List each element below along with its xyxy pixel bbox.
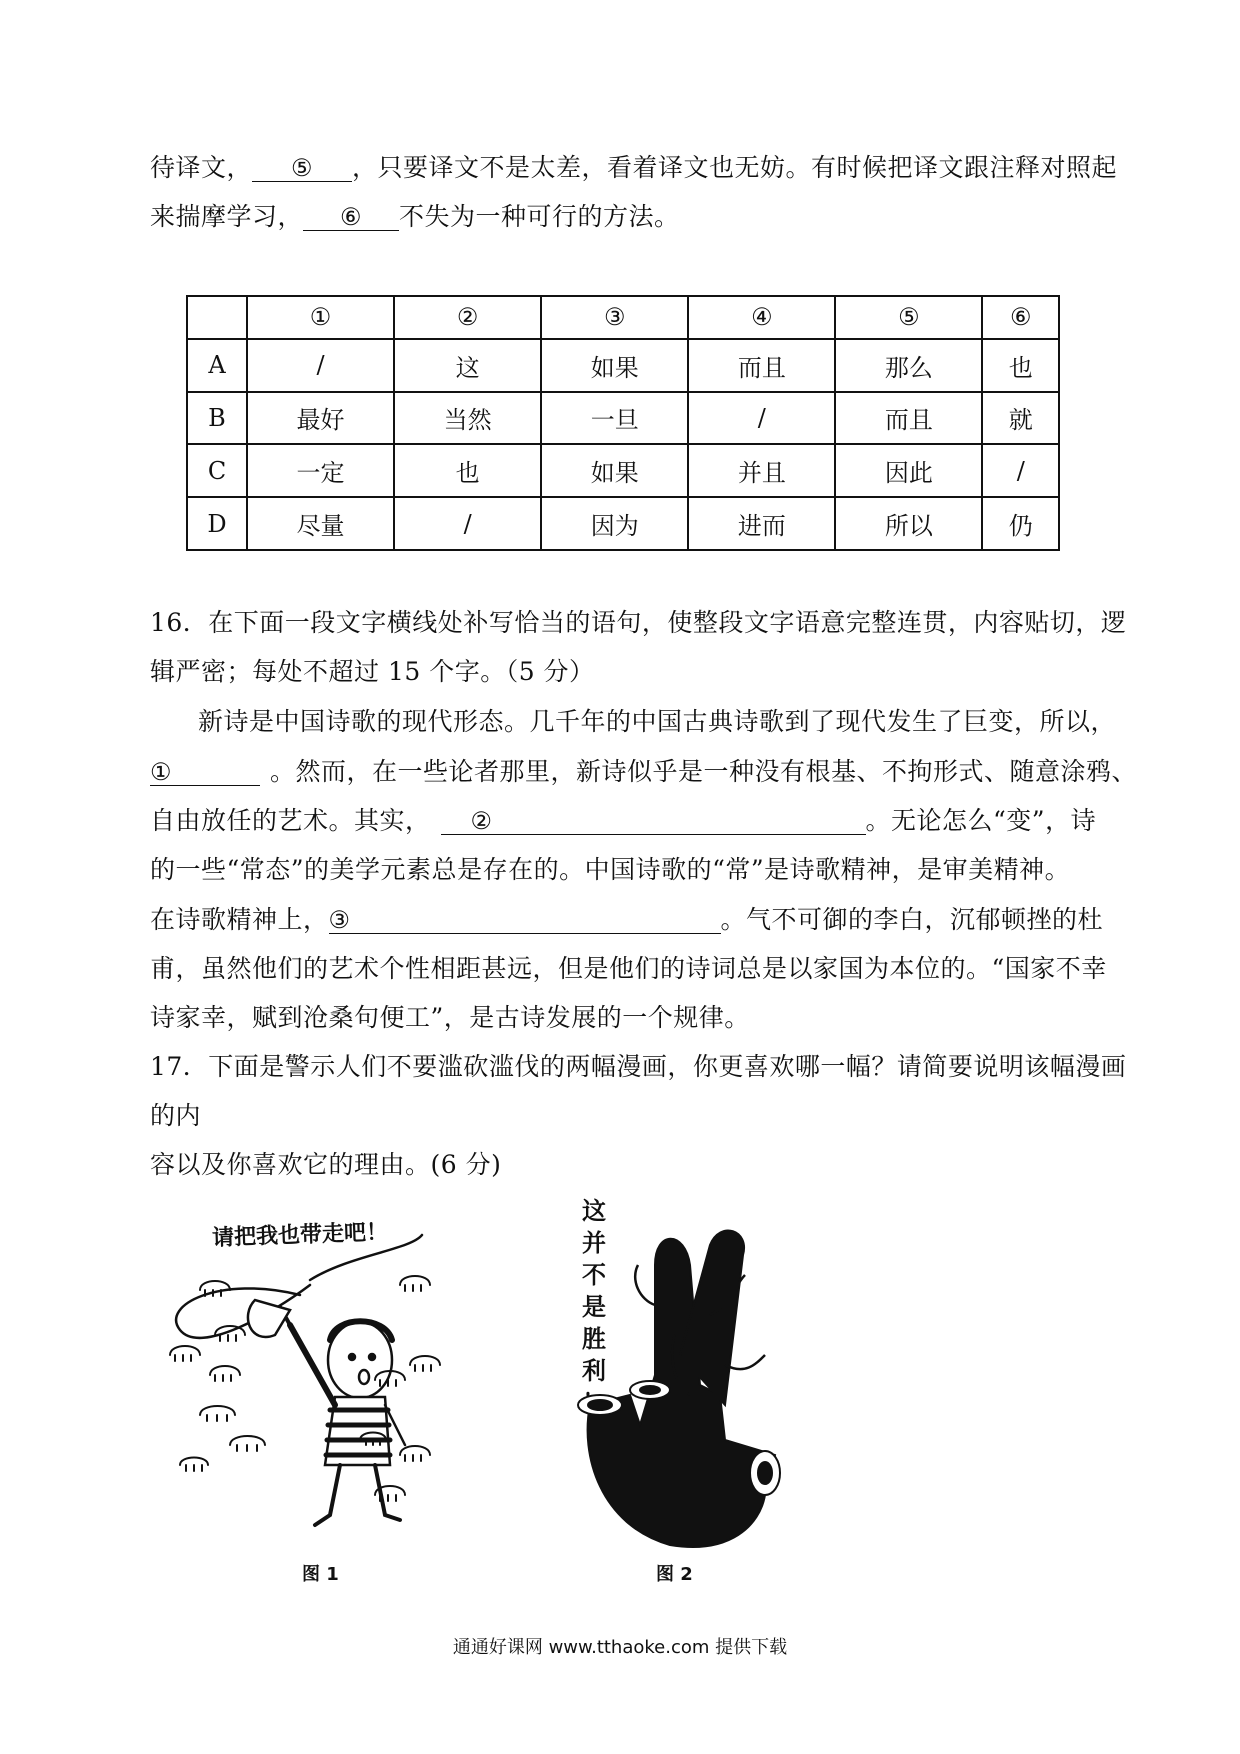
table-cell: 所以 — [835, 497, 982, 550]
blank-2: ② — [441, 809, 866, 835]
table-cell: 如果 — [541, 444, 688, 497]
table-row — [187, 339, 1059, 392]
table-row — [187, 497, 1059, 550]
cartoon-2-caption: 这 并 不 是 胜 利 — [582, 1197, 606, 1385]
table-cell: 就 — [982, 392, 1059, 445]
table-cell: 如果 — [541, 339, 688, 392]
table-cell: ② — [394, 296, 541, 339]
q17-prompt-line-2: 的内 — [150, 1101, 202, 1130]
table-cell: D — [187, 497, 247, 550]
table-cell: 那么 — [835, 339, 982, 392]
q16-prompt-line-2: 辑严密；每处不超过 15 个字。（5 分） — [150, 657, 595, 686]
table-cell: / — [688, 392, 835, 445]
blank-5: ⑤ — [252, 156, 352, 182]
q16-passage-line-4: 的一些“常态”的美学元素总是存在的。中国诗歌的“常”是诗歌精神，是审美精神。 — [150, 855, 1071, 884]
table-cell: C — [187, 444, 247, 497]
table-cell: 而且 — [835, 392, 982, 445]
table-cell: A — [187, 339, 247, 392]
options-table — [186, 295, 1060, 551]
table-row — [187, 444, 1059, 497]
q17-prompt-line-1: 17．下面是警示人们不要滥砍滥伐的两幅漫画，你更喜欢哪一幅？请简要说明该幅漫画 — [150, 1052, 1127, 1081]
table-cell: 进而 — [688, 497, 835, 550]
table-cell: 一定 — [247, 444, 394, 497]
q16-passage-line-1: 新诗是中国诗歌的现代形态。几千年的中国古典诗歌到了现代发生了巨变，所以， — [198, 707, 1117, 736]
cartoon-1-caption: 请把我也带走吧！ — [211, 1219, 389, 1252]
q16-passage-line-3: 自由放任的艺术。其实， ② 。无论怎么“变”，诗 — [150, 806, 1097, 835]
table-cell: ④ — [688, 296, 835, 339]
cartoon-2-illustration — [560, 1225, 810, 1555]
table-cell: ③ — [541, 296, 688, 339]
table-cell: ⑥ — [982, 296, 1059, 339]
table-cell: 这 — [394, 339, 541, 392]
page-footer: 通通好课网 www.tthaoke.com 提供下载 — [452, 1637, 788, 1658]
table-cell: 也 — [982, 339, 1059, 392]
q17-prompt-line-3: 容以及你喜欢它的理由。(6 分) — [150, 1150, 502, 1179]
table-header-row — [187, 296, 1059, 339]
passage-line-1: 待译文， ⑤ ，只要译文不是太差，看着译文也无妨。有时候把译文跟注释对照起 — [150, 153, 1118, 182]
blank-3: ③ — [329, 908, 721, 934]
table-cell: 因为 — [541, 497, 688, 550]
table-cell: 最好 — [247, 392, 394, 445]
q16-passage-line-6: 甫，虽然他们的艺术个性相距甚远，但是他们的诗词总是以家国为本位的。“国家不幸 — [150, 954, 1107, 983]
table-cell — [187, 296, 247, 339]
cartoon-2-label: 图 2 — [656, 1564, 693, 1585]
table-cell: / — [394, 497, 541, 550]
blank-1: ① — [150, 760, 260, 786]
q16-passage-line-7: 诗家幸，赋到沧桑句便工”，是古诗发展的一个规律。 — [150, 1003, 750, 1032]
blank-6: ⑥ — [303, 205, 399, 231]
q16-passage-line-5: 在诗歌精神上，③ 。气不可御的李白，沉郁顿挫的杜 — [150, 905, 1104, 934]
table-cell: / — [247, 339, 394, 392]
q16-passage-line-2: ① 。然而，在一些论者那里，新诗似乎是一种没有根基、不拘形式、随意涂鸦、 — [150, 757, 1138, 786]
table-cell: / — [982, 444, 1059, 497]
table-cell: 也 — [394, 444, 541, 497]
passage-line-2: 来揣摩学习， ⑥ 不失为一种可行的方法。 — [150, 202, 680, 231]
table-cell: B — [187, 392, 247, 445]
cartoon-1-illustration — [160, 1215, 480, 1545]
table-cell: ⑤ — [835, 296, 982, 339]
table-cell: 仍 — [982, 497, 1059, 550]
table-cell: ① — [247, 296, 394, 339]
table-cell: 一旦 — [541, 392, 688, 445]
table-cell: 当然 — [394, 392, 541, 445]
table-cell: 尽量 — [247, 497, 394, 550]
cartoon-1-label: 图 1 — [302, 1564, 339, 1585]
q16-prompt-line-1: 16．在下面一段文字横线处补写恰当的语句，使整段文字语意完整连贯，内容贴切，逻 — [150, 608, 1127, 637]
table-cell: 并且 — [688, 444, 835, 497]
table-row — [187, 392, 1059, 445]
table-cell: 而且 — [688, 339, 835, 392]
table-cell: 因此 — [835, 444, 982, 497]
